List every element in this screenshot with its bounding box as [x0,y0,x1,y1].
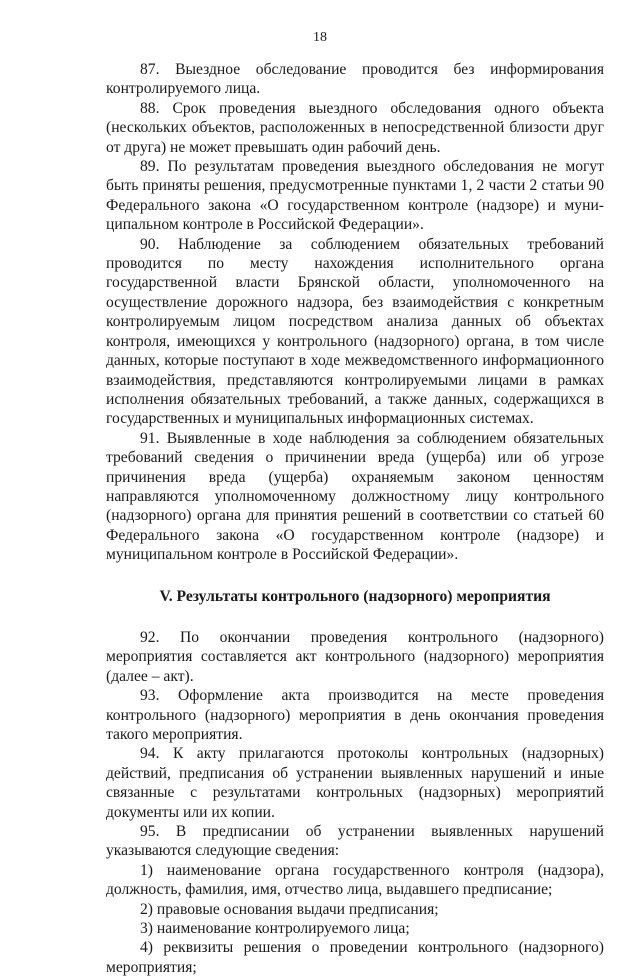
paragraph-91: 91. Выявленные в ходе наблюдения за соблюдением обязательных требований сведения о причинении вреда (ущерба) или об угрозе причинения вреда (ущерба) охраняемым законом ценностям направляются уполномоченному должностному лицу контрольного (надзорного) органа для принятия решений в соответствии со статьей 60 Федерального закона «О государственном контроле (надзоре) и муниципальном контроле в Российской Федерации». [106,429,604,564]
list-item-4: 4) реквизиты решения о проведении контрольного (надзорного) мероприятия; [106,939,604,976]
list-item-1: 1) наименование органа государственного контроля (надзора), должность, фамилия, имя, отчество лица, выдавшего предписание; [106,861,604,899]
paragraph-88: 88. Срок проведения выездного обследования одного объекта (нескольких объектов, расположенных в непосредственной близости друг от друга) не может превышать один рабочий день. [106,99,604,156]
paragraph-92: 92. По окончании проведения контрольного (надзорного) мероприятия составляется акт контрольного (надзорного) мероприятия (далее – акт). [106,628,604,685]
document-body [106,60,604,977]
list-item-2: 2) правовые основания выдачи предписания; [140,900,439,918]
paragraph-87: 87. Выездное обследование проводится без информирования контролируемого лица. [106,61,604,98]
page-number: 18 [313,30,327,45]
paragraph-93: 93. Оформление акта производится на месте проведения контрольного (надзорного) мероприятия в день окончания проведения такого мероприятия. [106,687,604,743]
paragraph-89: 89. По результатам проведения выездного обследования не могут быть приняты решения, предусмотренные пунктами 1, 2 части 2 статьи 90 Федерального закона «О государственном контроле (надзоре) и муниципальном контроле в Российской Федерации». [106,158,604,234]
list-item-3: 3) наименование контролируемого лица; [140,920,410,938]
section-heading: V. Результаты контрольного (надзорного) мероприятия [159,587,551,605]
paragraph-90: 90. Наблюдение за соблюдением обязательных требований проводится по месту нахождения исполнительного органа государственной власти Брянской области, уполномоченного на осуществление дорожного надзора, без взаимодействия с конкретным контролируемым лицом посредством анализа данных об объектах контроля, имеющихся у контрольного (надзорного) органа, в том числе данных, которые поступают в ходе межведомственного информационного взаимодействия, представляются контролируемыми лицами в рамках исполнения обязательных требований, а также данных, содержащихся в государственных и муниципальных информационных системах. [106,235,604,428]
paragraph-95: 95. В предписании об устранении выявленных нарушений указываются следующие сведения: [106,823,604,860]
paragraph-94: 94. К акту прилагаются протоколы контрольных (надзорных) действий, предписания об устранении выявленных нарушений и иные связанные с результатами контрольных (надзорных) мероприятий документы или их копии. [106,745,604,821]
